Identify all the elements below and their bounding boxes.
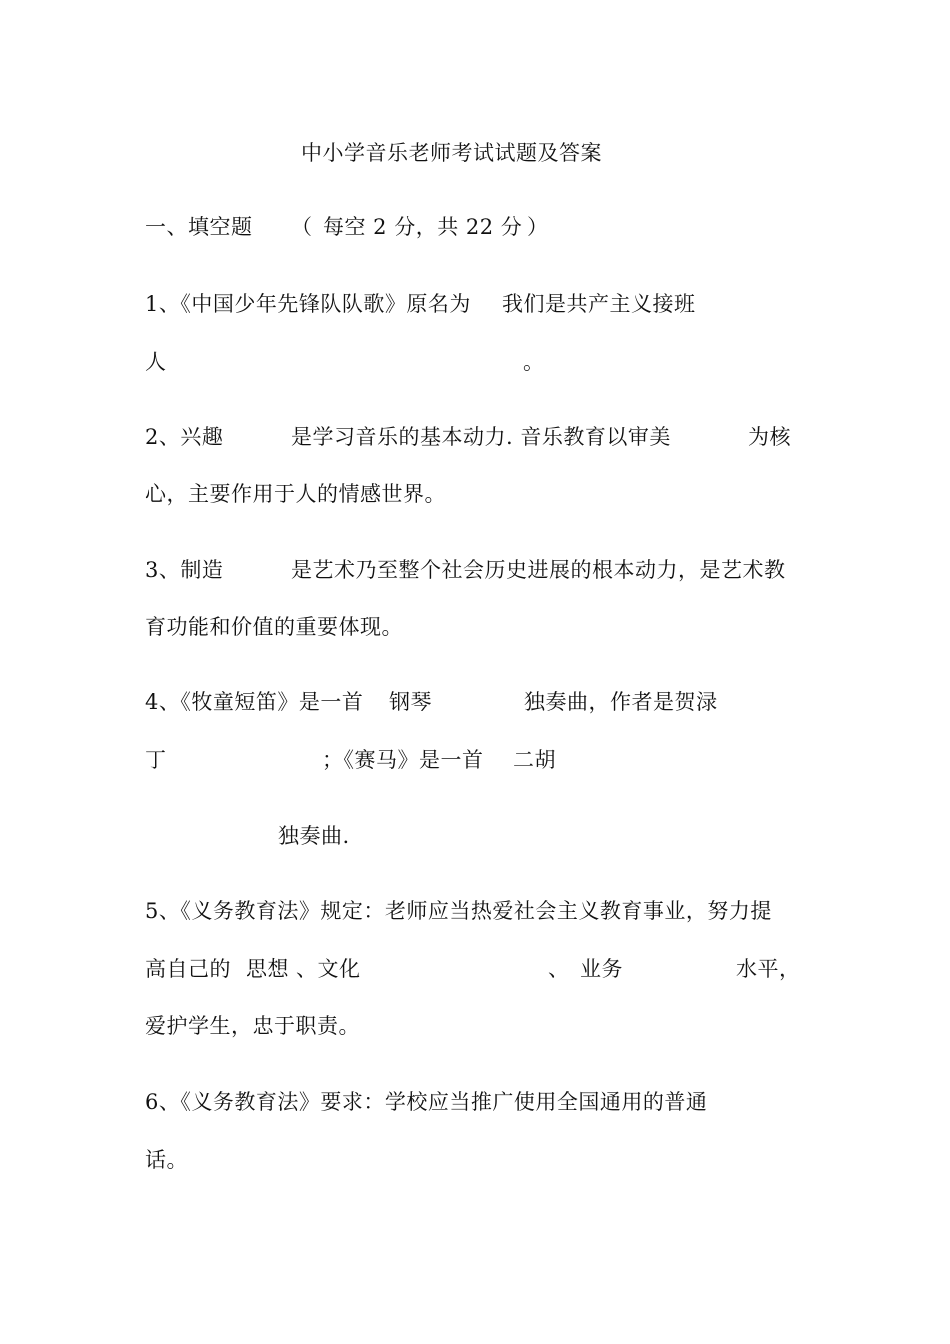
section-note-close: ） <box>527 215 549 239</box>
question-2-prefix: 2、兴趣 <box>145 425 224 449</box>
question-4-answer1-cont: 丁 <box>145 748 167 772</box>
question-5-line1: 5、《义务教育法》规定：老师应当热爱社会主义教育事业，努力提 <box>145 899 772 923</box>
question-1-end: 。 <box>523 350 545 374</box>
question-5-line3: 爱护学生，忠于职责。 <box>145 1014 360 1038</box>
question-2-middle: 是学习音乐的基本动力. 音乐教育以审美 <box>291 425 671 449</box>
question-1-text: 1、《中国少年先锋队队歌》原名为 <box>145 292 471 316</box>
question-3-prefix: 3、制造 <box>145 558 224 582</box>
question-5-end: 水平， <box>736 957 801 981</box>
question-5-answer3: 业务 <box>580 957 623 981</box>
question-4-line3: 独奏曲. <box>278 824 350 848</box>
question-4-answer1: 钢琴 <box>389 690 432 714</box>
question-5-answer2: 、文化 <box>296 957 361 981</box>
section-heading: 一、填空题 <box>145 215 253 239</box>
question-3-line2: 育功能和价值的重要体现。 <box>145 615 403 639</box>
question-1-answer: 我们是共产主义接班 <box>502 292 696 316</box>
question-4-middle: ；《赛马》是一首 <box>322 748 484 772</box>
page-title: 中小学音乐老师考试试题及答案 <box>301 141 602 165</box>
question-6-line1: 6、《义务教育法》要求：学校应当推广使用全国通用的普通 <box>145 1090 708 1114</box>
question-6-line2: 话。 <box>145 1148 188 1172</box>
question-1-answer-cont: 人 <box>145 350 167 374</box>
question-2-line2: 心，主要作用于人的情感世界。 <box>145 482 446 506</box>
question-5-separator: 、 <box>548 957 570 981</box>
section-note-open: （ <box>291 215 313 239</box>
question-2-end: 为核 <box>748 425 791 449</box>
question-3-rest: 是艺术乃至整个社会历史进展的根本动力，是艺术教 <box>291 558 786 582</box>
section-note: 每空 2 分，共 22 分 <box>323 215 523 239</box>
question-5-prefix: 高自己的 <box>145 957 231 981</box>
question-4-prefix: 4、《牧童短笛》是一首 <box>145 690 364 714</box>
question-4-answer2: 二胡 <box>513 748 556 772</box>
question-4-rest: 独奏曲，作者是贺渌 <box>524 690 718 714</box>
question-5-answer1: 思想 <box>246 957 289 981</box>
